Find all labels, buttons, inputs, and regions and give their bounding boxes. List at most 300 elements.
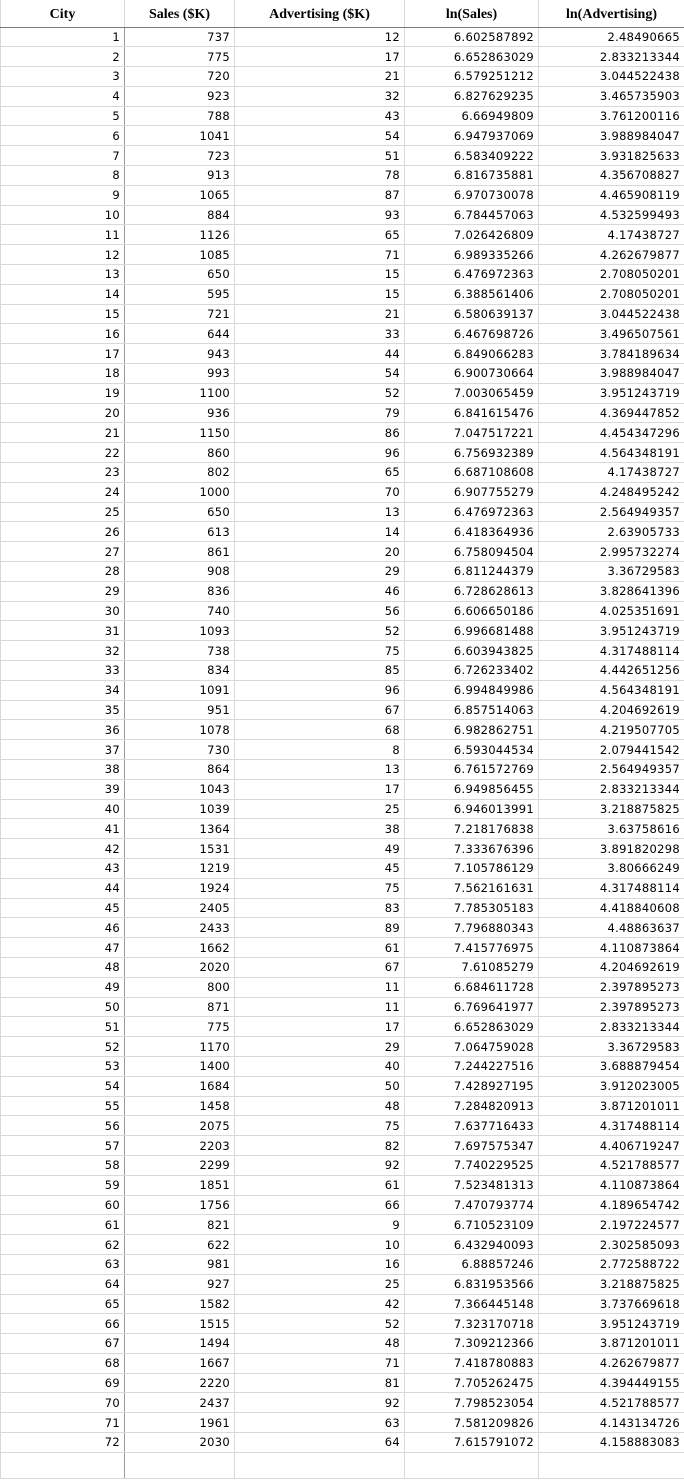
- cell-ln-advertising[interactable]: 4.317488114: [539, 1116, 684, 1136]
- cell-city[interactable]: 35: [1, 700, 125, 720]
- cell-ln-sales[interactable]: 6.784457063: [405, 205, 539, 225]
- cell-ln-sales[interactable]: 6.949856455: [405, 779, 539, 799]
- cell-ln-advertising[interactable]: 3.828641396: [539, 581, 684, 601]
- cell-ln-advertising[interactable]: 3.951243719: [539, 383, 684, 403]
- cell-ln-advertising[interactable]: 3.988984047: [539, 126, 684, 146]
- cell-ln-advertising[interactable]: 4.204692619: [539, 700, 684, 720]
- cell-city[interactable]: 66: [1, 1314, 125, 1334]
- cell-ln-sales[interactable]: 6.849066283: [405, 344, 539, 364]
- cell-advertising[interactable]: 16: [235, 1254, 405, 1274]
- header-ln-advertising[interactable]: ln(Advertising): [539, 0, 684, 27]
- cell-ln-advertising[interactable]: 3.951243719: [539, 621, 684, 641]
- cell-sales[interactable]: 1126: [125, 225, 235, 245]
- cell-advertising[interactable]: 92: [235, 1155, 405, 1175]
- cell-ln-advertising[interactable]: 3.044522438: [539, 304, 684, 324]
- cell-sales[interactable]: 1065: [125, 185, 235, 205]
- cell-ln-advertising[interactable]: 3.891820298: [539, 839, 684, 859]
- cell-advertising[interactable]: 75: [235, 1116, 405, 1136]
- cell-sales[interactable]: 2433: [125, 918, 235, 938]
- cell-city[interactable]: 36: [1, 720, 125, 740]
- cell-ln-advertising[interactable]: 4.564348191: [539, 443, 684, 463]
- cell-ln-advertising[interactable]: 2.63905733: [539, 522, 684, 542]
- cell-advertising[interactable]: 48: [235, 1096, 405, 1116]
- cell-advertising[interactable]: 32: [235, 86, 405, 106]
- cell-advertising[interactable]: 92: [235, 1393, 405, 1413]
- cell-ln-sales[interactable]: 6.841615476: [405, 403, 539, 423]
- cell-ln-sales[interactable]: 7.323170718: [405, 1314, 539, 1334]
- cell-sales[interactable]: 2405: [125, 898, 235, 918]
- cell-sales[interactable]: 775: [125, 47, 235, 67]
- cell-city[interactable]: 52: [1, 1037, 125, 1057]
- cell-ln-advertising[interactable]: 4.394449155: [539, 1373, 684, 1393]
- cell-city[interactable]: 16: [1, 324, 125, 344]
- cell-ln-sales[interactable]: 6.606650186: [405, 601, 539, 621]
- cell-advertising[interactable]: 46: [235, 581, 405, 601]
- cell-city[interactable]: 55: [1, 1096, 125, 1116]
- cell-sales[interactable]: 1582: [125, 1294, 235, 1314]
- cell-sales[interactable]: 1458: [125, 1096, 235, 1116]
- cell-advertising[interactable]: 21: [235, 304, 405, 324]
- cell-ln-sales[interactable]: 7.003065459: [405, 383, 539, 403]
- cell-advertising[interactable]: 17: [235, 47, 405, 67]
- cell-city[interactable]: 50: [1, 997, 125, 1017]
- cell-ln-advertising[interactable]: 2.564949357: [539, 759, 684, 779]
- cell-ln-sales[interactable]: 7.218176838: [405, 819, 539, 839]
- cell-advertising[interactable]: 49: [235, 839, 405, 859]
- cell-city[interactable]: 23: [1, 463, 125, 483]
- cell-advertising[interactable]: 25: [235, 1274, 405, 1294]
- cell-sales[interactable]: 2030: [125, 1433, 235, 1453]
- cell-sales[interactable]: 993: [125, 364, 235, 384]
- cell-city[interactable]: 20: [1, 403, 125, 423]
- cell-sales[interactable]: 1150: [125, 423, 235, 443]
- cell-ln-sales[interactable]: 7.047517221: [405, 423, 539, 443]
- cell-advertising[interactable]: 43: [235, 106, 405, 126]
- cell-sales[interactable]: 1667: [125, 1353, 235, 1373]
- cell-ln-advertising[interactable]: 2.772588722: [539, 1254, 684, 1274]
- cell-city[interactable]: 24: [1, 482, 125, 502]
- cell-advertising[interactable]: 11: [235, 977, 405, 997]
- cell-city[interactable]: 45: [1, 898, 125, 918]
- cell-city[interactable]: 15: [1, 304, 125, 324]
- cell-advertising[interactable]: 56: [235, 601, 405, 621]
- cell-city[interactable]: 29: [1, 581, 125, 601]
- cell-advertising[interactable]: 11: [235, 997, 405, 1017]
- cell-ln-advertising[interactable]: 2.48490665: [539, 27, 684, 47]
- cell-ln-sales[interactable]: 7.796880343: [405, 918, 539, 938]
- cell-sales[interactable]: 1000: [125, 482, 235, 502]
- cell-sales[interactable]: 1085: [125, 245, 235, 265]
- cell-sales[interactable]: 737: [125, 27, 235, 47]
- cell-ln-advertising[interactable]: 2.564949357: [539, 502, 684, 522]
- cell-city[interactable]: 40: [1, 799, 125, 819]
- cell-ln-sales[interactable]: 6.761572769: [405, 759, 539, 779]
- cell-advertising[interactable]: 29: [235, 1037, 405, 1057]
- cell-advertising[interactable]: 15: [235, 265, 405, 285]
- empty-cell[interactable]: [125, 1452, 235, 1478]
- cell-ln-sales[interactable]: 6.476972363: [405, 265, 539, 285]
- cell-advertising[interactable]: 61: [235, 938, 405, 958]
- cell-ln-advertising[interactable]: 4.454347296: [539, 423, 684, 443]
- cell-ln-advertising[interactable]: 3.951243719: [539, 1314, 684, 1334]
- cell-sales[interactable]: 595: [125, 284, 235, 304]
- cell-sales[interactable]: 1531: [125, 839, 235, 859]
- cell-sales[interactable]: 2203: [125, 1136, 235, 1156]
- cell-city[interactable]: 57: [1, 1136, 125, 1156]
- cell-ln-sales[interactable]: 6.857514063: [405, 700, 539, 720]
- header-sales[interactable]: Sales ($K): [125, 0, 235, 27]
- cell-ln-sales[interactable]: 6.476972363: [405, 502, 539, 522]
- cell-ln-sales[interactable]: 7.705262475: [405, 1373, 539, 1393]
- cell-city[interactable]: 27: [1, 542, 125, 562]
- cell-city[interactable]: 1: [1, 27, 125, 47]
- cell-sales[interactable]: 721: [125, 304, 235, 324]
- cell-city[interactable]: 38: [1, 759, 125, 779]
- cell-sales[interactable]: 650: [125, 265, 235, 285]
- cell-ln-sales[interactable]: 7.615791072: [405, 1433, 539, 1453]
- cell-advertising[interactable]: 83: [235, 898, 405, 918]
- cell-city[interactable]: 25: [1, 502, 125, 522]
- cell-advertising[interactable]: 68: [235, 720, 405, 740]
- cell-ln-advertising[interactable]: 3.36729583: [539, 562, 684, 582]
- cell-city[interactable]: 31: [1, 621, 125, 641]
- cell-city[interactable]: 21: [1, 423, 125, 443]
- cell-advertising[interactable]: 96: [235, 443, 405, 463]
- cell-advertising[interactable]: 93: [235, 205, 405, 225]
- cell-sales[interactable]: 943: [125, 344, 235, 364]
- cell-advertising[interactable]: 54: [235, 364, 405, 384]
- cell-ln-advertising[interactable]: 4.262679877: [539, 245, 684, 265]
- cell-ln-sales[interactable]: 7.740229525: [405, 1155, 539, 1175]
- cell-city[interactable]: 65: [1, 1294, 125, 1314]
- cell-ln-advertising[interactable]: 4.189654742: [539, 1195, 684, 1215]
- cell-advertising[interactable]: 29: [235, 562, 405, 582]
- cell-city[interactable]: 69: [1, 1373, 125, 1393]
- cell-city[interactable]: 62: [1, 1235, 125, 1255]
- cell-sales[interactable]: 613: [125, 522, 235, 542]
- cell-sales[interactable]: 1170: [125, 1037, 235, 1057]
- cell-ln-sales[interactable]: 6.756932389: [405, 443, 539, 463]
- cell-ln-sales[interactable]: 6.687108608: [405, 463, 539, 483]
- cell-sales[interactable]: 1924: [125, 878, 235, 898]
- cell-city[interactable]: 10: [1, 205, 125, 225]
- cell-ln-advertising[interactable]: 3.80666249: [539, 858, 684, 878]
- cell-ln-sales[interactable]: 7.637716433: [405, 1116, 539, 1136]
- cell-city[interactable]: 44: [1, 878, 125, 898]
- cell-advertising[interactable]: 65: [235, 225, 405, 245]
- cell-ln-advertising[interactable]: 4.521788577: [539, 1393, 684, 1413]
- cell-ln-advertising[interactable]: 2.708050201: [539, 284, 684, 304]
- cell-sales[interactable]: 884: [125, 205, 235, 225]
- cell-ln-advertising[interactable]: 4.204692619: [539, 957, 684, 977]
- cell-ln-advertising[interactable]: 2.302585093: [539, 1235, 684, 1255]
- cell-ln-advertising[interactable]: 2.833213344: [539, 47, 684, 67]
- cell-sales[interactable]: 1364: [125, 819, 235, 839]
- cell-ln-advertising[interactable]: 4.110873864: [539, 1175, 684, 1195]
- cell-ln-advertising[interactable]: 4.369447852: [539, 403, 684, 423]
- cell-sales[interactable]: 720: [125, 67, 235, 87]
- cell-ln-sales[interactable]: 6.583409222: [405, 146, 539, 166]
- cell-sales[interactable]: 2437: [125, 1393, 235, 1413]
- cell-city[interactable]: 51: [1, 1017, 125, 1037]
- cell-advertising[interactable]: 44: [235, 344, 405, 364]
- cell-city[interactable]: 12: [1, 245, 125, 265]
- cell-city[interactable]: 3: [1, 67, 125, 87]
- cell-advertising[interactable]: 14: [235, 522, 405, 542]
- cell-sales[interactable]: 644: [125, 324, 235, 344]
- cell-advertising[interactable]: 89: [235, 918, 405, 938]
- cell-ln-sales[interactable]: 7.309212366: [405, 1334, 539, 1354]
- cell-sales[interactable]: 2299: [125, 1155, 235, 1175]
- cell-sales[interactable]: 834: [125, 661, 235, 681]
- cell-city[interactable]: 41: [1, 819, 125, 839]
- cell-advertising[interactable]: 33: [235, 324, 405, 344]
- cell-sales[interactable]: 730: [125, 740, 235, 760]
- cell-city[interactable]: 49: [1, 977, 125, 997]
- cell-ln-advertising[interactable]: 4.521788577: [539, 1155, 684, 1175]
- cell-city[interactable]: 14: [1, 284, 125, 304]
- cell-advertising[interactable]: 96: [235, 680, 405, 700]
- cell-ln-advertising[interactable]: 4.356708827: [539, 166, 684, 186]
- cell-advertising[interactable]: 52: [235, 383, 405, 403]
- cell-sales[interactable]: 951: [125, 700, 235, 720]
- cell-city[interactable]: 53: [1, 1056, 125, 1076]
- cell-ln-sales[interactable]: 6.603943825: [405, 641, 539, 661]
- cell-advertising[interactable]: 54: [235, 126, 405, 146]
- cell-sales[interactable]: 1039: [125, 799, 235, 819]
- cell-sales[interactable]: 802: [125, 463, 235, 483]
- cell-advertising[interactable]: 45: [235, 858, 405, 878]
- cell-ln-sales[interactable]: 6.66949809: [405, 106, 539, 126]
- cell-ln-advertising[interactable]: 4.317488114: [539, 641, 684, 661]
- cell-sales[interactable]: 1041: [125, 126, 235, 146]
- cell-ln-sales[interactable]: 6.816735881: [405, 166, 539, 186]
- cell-sales[interactable]: 1961: [125, 1413, 235, 1433]
- empty-cell[interactable]: [405, 1452, 539, 1478]
- cell-advertising[interactable]: 17: [235, 1017, 405, 1037]
- cell-ln-advertising[interactable]: 4.17438727: [539, 225, 684, 245]
- cell-sales[interactable]: 738: [125, 641, 235, 661]
- cell-advertising[interactable]: 8: [235, 740, 405, 760]
- cell-ln-sales[interactable]: 6.593044534: [405, 740, 539, 760]
- cell-sales[interactable]: 1091: [125, 680, 235, 700]
- cell-ln-sales[interactable]: 6.758094504: [405, 542, 539, 562]
- cell-advertising[interactable]: 71: [235, 245, 405, 265]
- cell-city[interactable]: 28: [1, 562, 125, 582]
- cell-ln-advertising[interactable]: 4.48863637: [539, 918, 684, 938]
- cell-ln-sales[interactable]: 6.769641977: [405, 997, 539, 1017]
- cell-ln-sales[interactable]: 7.523481313: [405, 1175, 539, 1195]
- cell-city[interactable]: 2: [1, 47, 125, 67]
- cell-sales[interactable]: 861: [125, 542, 235, 562]
- cell-advertising[interactable]: 63: [235, 1413, 405, 1433]
- cell-ln-advertising[interactable]: 3.871201011: [539, 1096, 684, 1116]
- cell-city[interactable]: 5: [1, 106, 125, 126]
- cell-city[interactable]: 56: [1, 1116, 125, 1136]
- cell-ln-sales[interactable]: 6.982862751: [405, 720, 539, 740]
- cell-advertising[interactable]: 67: [235, 957, 405, 977]
- cell-sales[interactable]: 723: [125, 146, 235, 166]
- cell-advertising[interactable]: 51: [235, 146, 405, 166]
- cell-advertising[interactable]: 75: [235, 641, 405, 661]
- cell-city[interactable]: 63: [1, 1254, 125, 1274]
- cell-ln-sales[interactable]: 6.88857246: [405, 1254, 539, 1274]
- cell-sales[interactable]: 864: [125, 759, 235, 779]
- cell-city[interactable]: 34: [1, 680, 125, 700]
- cell-sales[interactable]: 2020: [125, 957, 235, 977]
- cell-city[interactable]: 19: [1, 383, 125, 403]
- cell-ln-advertising[interactable]: 4.317488114: [539, 878, 684, 898]
- cell-ln-advertising[interactable]: 3.63758616: [539, 819, 684, 839]
- cell-sales[interactable]: 650: [125, 502, 235, 522]
- cell-ln-sales[interactable]: 6.726233402: [405, 661, 539, 681]
- cell-city[interactable]: 42: [1, 839, 125, 859]
- header-city[interactable]: City: [1, 0, 125, 27]
- cell-sales[interactable]: 1078: [125, 720, 235, 740]
- cell-city[interactable]: 13: [1, 265, 125, 285]
- cell-ln-advertising[interactable]: 3.218875825: [539, 1274, 684, 1294]
- cell-ln-advertising[interactable]: 3.218875825: [539, 799, 684, 819]
- cell-ln-advertising[interactable]: 4.248495242: [539, 482, 684, 502]
- cell-ln-advertising[interactable]: 2.708050201: [539, 265, 684, 285]
- cell-advertising[interactable]: 71: [235, 1353, 405, 1373]
- cell-ln-sales[interactable]: 7.470793774: [405, 1195, 539, 1215]
- cell-advertising[interactable]: 17: [235, 779, 405, 799]
- cell-advertising[interactable]: 10: [235, 1235, 405, 1255]
- cell-ln-sales[interactable]: 6.467698726: [405, 324, 539, 344]
- cell-city[interactable]: 7: [1, 146, 125, 166]
- cell-ln-sales[interactable]: 6.831953566: [405, 1274, 539, 1294]
- cell-ln-sales[interactable]: 6.652863029: [405, 1017, 539, 1037]
- cell-ln-advertising[interactable]: 3.688879454: [539, 1056, 684, 1076]
- cell-ln-sales[interactable]: 6.710523109: [405, 1215, 539, 1235]
- cell-advertising[interactable]: 42: [235, 1294, 405, 1314]
- cell-ln-sales[interactable]: 7.562161631: [405, 878, 539, 898]
- empty-cell[interactable]: [1, 1452, 125, 1478]
- cell-advertising[interactable]: 25: [235, 799, 405, 819]
- cell-advertising[interactable]: 20: [235, 542, 405, 562]
- cell-ln-sales[interactable]: 6.994849986: [405, 680, 539, 700]
- cell-ln-advertising[interactable]: 4.219507705: [539, 720, 684, 740]
- cell-ln-sales[interactable]: 7.428927195: [405, 1076, 539, 1096]
- cell-advertising[interactable]: 66: [235, 1195, 405, 1215]
- cell-sales[interactable]: 800: [125, 977, 235, 997]
- cell-ln-sales[interactable]: 6.946013991: [405, 799, 539, 819]
- cell-advertising[interactable]: 13: [235, 759, 405, 779]
- cell-advertising[interactable]: 50: [235, 1076, 405, 1096]
- cell-ln-sales[interactable]: 6.947937069: [405, 126, 539, 146]
- cell-city[interactable]: 54: [1, 1076, 125, 1096]
- cell-ln-sales[interactable]: 7.105786129: [405, 858, 539, 878]
- cell-sales[interactable]: 1684: [125, 1076, 235, 1096]
- cell-ln-sales[interactable]: 6.652863029: [405, 47, 539, 67]
- cell-advertising[interactable]: 75: [235, 878, 405, 898]
- cell-sales[interactable]: 775: [125, 1017, 235, 1037]
- cell-ln-sales[interactable]: 7.244227516: [405, 1056, 539, 1076]
- cell-sales[interactable]: 2220: [125, 1373, 235, 1393]
- cell-advertising[interactable]: 13: [235, 502, 405, 522]
- cell-ln-sales[interactable]: 7.026426809: [405, 225, 539, 245]
- cell-city[interactable]: 39: [1, 779, 125, 799]
- cell-ln-sales[interactable]: 6.996681488: [405, 621, 539, 641]
- cell-advertising[interactable]: 48: [235, 1334, 405, 1354]
- header-ln-sales[interactable]: ln(Sales): [405, 0, 539, 27]
- cell-advertising[interactable]: 61: [235, 1175, 405, 1195]
- cell-ln-sales[interactable]: 6.418364936: [405, 522, 539, 542]
- cell-advertising[interactable]: 21: [235, 67, 405, 87]
- cell-city[interactable]: 9: [1, 185, 125, 205]
- cell-city[interactable]: 43: [1, 858, 125, 878]
- cell-city[interactable]: 22: [1, 443, 125, 463]
- cell-ln-sales[interactable]: 6.388561406: [405, 284, 539, 304]
- cell-sales[interactable]: 1100: [125, 383, 235, 403]
- cell-ln-sales[interactable]: 7.366445148: [405, 1294, 539, 1314]
- cell-advertising[interactable]: 52: [235, 1314, 405, 1334]
- cell-advertising[interactable]: 86: [235, 423, 405, 443]
- cell-sales[interactable]: 927: [125, 1274, 235, 1294]
- cell-advertising[interactable]: 52: [235, 621, 405, 641]
- cell-ln-advertising[interactable]: 3.871201011: [539, 1334, 684, 1354]
- cell-city[interactable]: 6: [1, 126, 125, 146]
- empty-cell[interactable]: [235, 1452, 405, 1478]
- cell-city[interactable]: 17: [1, 344, 125, 364]
- cell-ln-sales[interactable]: 7.333676396: [405, 839, 539, 859]
- cell-city[interactable]: 61: [1, 1215, 125, 1235]
- cell-city[interactable]: 32: [1, 641, 125, 661]
- cell-advertising[interactable]: 78: [235, 166, 405, 186]
- cell-ln-sales[interactable]: 6.602587892: [405, 27, 539, 47]
- cell-sales[interactable]: 1219: [125, 858, 235, 878]
- cell-sales[interactable]: 740: [125, 601, 235, 621]
- cell-sales[interactable]: 1515: [125, 1314, 235, 1334]
- cell-ln-advertising[interactable]: 3.737669618: [539, 1294, 684, 1314]
- cell-ln-advertising[interactable]: 3.931825633: [539, 146, 684, 166]
- cell-advertising[interactable]: 40: [235, 1056, 405, 1076]
- cell-ln-advertising[interactable]: 4.17438727: [539, 463, 684, 483]
- cell-sales[interactable]: 871: [125, 997, 235, 1017]
- cell-ln-sales[interactable]: 6.811244379: [405, 562, 539, 582]
- cell-sales[interactable]: 1400: [125, 1056, 235, 1076]
- cell-ln-sales[interactable]: 7.61085279: [405, 957, 539, 977]
- cell-ln-advertising[interactable]: 4.110873864: [539, 938, 684, 958]
- cell-ln-sales[interactable]: 7.064759028: [405, 1037, 539, 1057]
- cell-ln-sales[interactable]: 6.728628613: [405, 581, 539, 601]
- cell-ln-advertising[interactable]: 4.465908119: [539, 185, 684, 205]
- cell-ln-sales[interactable]: 6.580639137: [405, 304, 539, 324]
- cell-ln-advertising[interactable]: 4.262679877: [539, 1353, 684, 1373]
- cell-city[interactable]: 26: [1, 522, 125, 542]
- cell-advertising[interactable]: 82: [235, 1136, 405, 1156]
- cell-ln-advertising[interactable]: 2.995732274: [539, 542, 684, 562]
- cell-city[interactable]: 18: [1, 364, 125, 384]
- cell-sales[interactable]: 913: [125, 166, 235, 186]
- cell-city[interactable]: 46: [1, 918, 125, 938]
- cell-sales[interactable]: 622: [125, 1235, 235, 1255]
- cell-ln-sales[interactable]: 7.697575347: [405, 1136, 539, 1156]
- cell-ln-advertising[interactable]: 4.532599493: [539, 205, 684, 225]
- cell-ln-advertising[interactable]: 3.36729583: [539, 1037, 684, 1057]
- cell-city[interactable]: 48: [1, 957, 125, 977]
- cell-advertising[interactable]: 38: [235, 819, 405, 839]
- cell-ln-advertising[interactable]: 3.912023005: [539, 1076, 684, 1096]
- cell-ln-advertising[interactable]: 4.442651256: [539, 661, 684, 681]
- cell-city[interactable]: 59: [1, 1175, 125, 1195]
- cell-city[interactable]: 37: [1, 740, 125, 760]
- cell-sales[interactable]: 821: [125, 1215, 235, 1235]
- cell-sales[interactable]: 1093: [125, 621, 235, 641]
- cell-sales[interactable]: 1756: [125, 1195, 235, 1215]
- cell-city[interactable]: 68: [1, 1353, 125, 1373]
